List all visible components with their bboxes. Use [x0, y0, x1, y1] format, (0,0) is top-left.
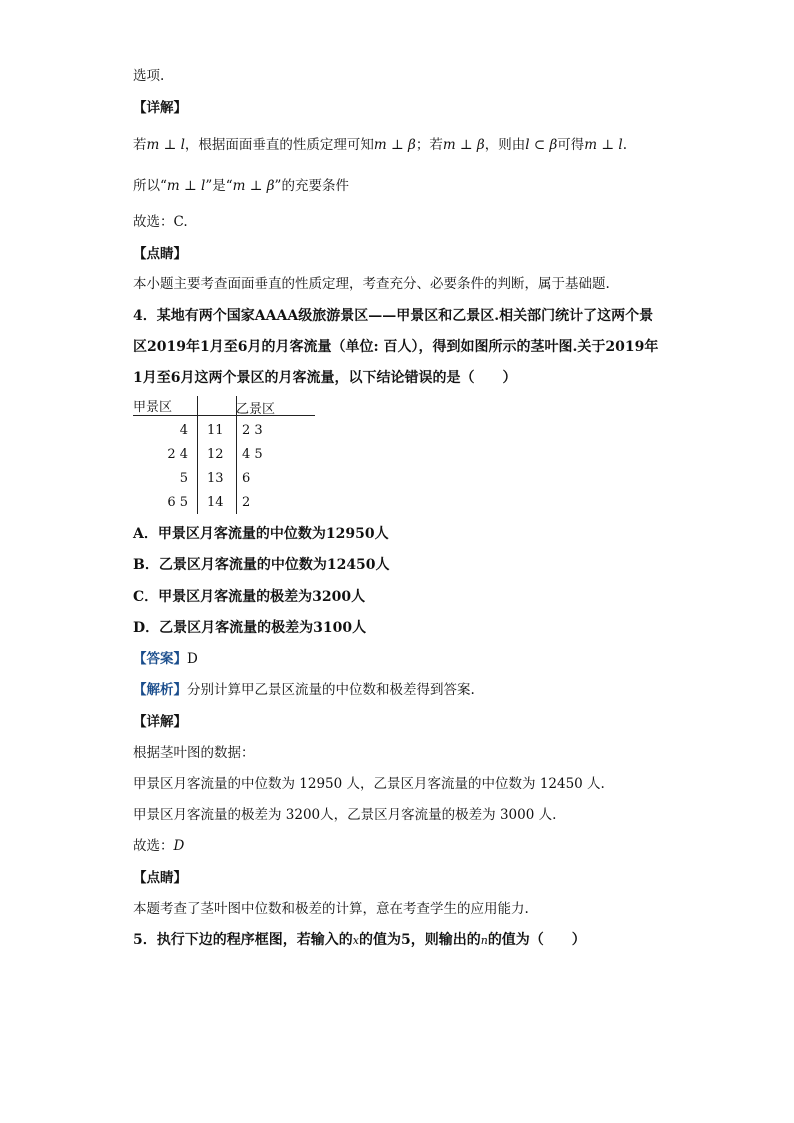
text-line [133, 135, 627, 155]
answer-value: D [187, 651, 198, 667]
math-var: m [442, 137, 456, 153]
stem-leaf-left-leaves: 2 4 [167, 447, 188, 462]
text-span: 可得 [557, 137, 585, 153]
analysis-line [133, 680, 475, 700]
analysis-text: 分别计算甲乙景区流量的中位数和极差得到答案. [187, 682, 475, 698]
stem-leaf-header-rule [133, 415, 315, 416]
text-line: 故选：C. [133, 214, 188, 230]
math-op: ⊂ [529, 137, 550, 153]
stem-leaf-right-leaves: 6 [242, 471, 251, 486]
analysis-tag: 【解析】 [133, 682, 187, 698]
text-line [133, 176, 349, 196]
text-span: 所以“ [133, 178, 167, 194]
math-op: ⊥ [455, 137, 477, 153]
stem-leaf-right-leaves: 4 5 [242, 447, 263, 462]
text-span: 若 [133, 137, 147, 153]
text-span: ，则由 [484, 137, 526, 153]
math-var: m [232, 178, 246, 194]
text-span: 5．执行下边的程序框图，若输入的 [133, 932, 353, 948]
math-var: l [618, 137, 623, 153]
math-var: l [180, 137, 185, 153]
math-op: ⊥ [179, 178, 201, 194]
text-line: 根据茎叶图的数据： [133, 745, 255, 761]
text-span: 的值为5，则输出的 [358, 932, 481, 948]
text-line: 甲景区月客流量的中位数为 12950 人，乙景区月客流量的中位数为 12450 人. [133, 776, 605, 792]
math-op: ⊥ [159, 137, 181, 153]
text-span: ”是“ [205, 178, 233, 194]
text-line: 本小题主要考查面面垂直的性质定理，考查充分、必要条件的判断，属于基础题. [133, 276, 610, 292]
section-heading-detail: 【详解】 [133, 714, 187, 730]
stem-leaf-left-leaves: 4 [179, 423, 188, 438]
text-span: 故选： [133, 838, 174, 854]
answer-tag: 【答案】 [133, 651, 187, 667]
stem-leaf-stem: 11 [207, 423, 224, 438]
stem-leaf-left-leaves: 5 [179, 471, 188, 486]
section-heading-detail: 【详解】 [133, 100, 187, 116]
text-span: ；若 [415, 137, 443, 153]
text-line: 选项. [133, 68, 165, 84]
math-op: ⊥ [245, 178, 267, 194]
math-var: m [373, 137, 387, 153]
math-var: D [173, 838, 185, 854]
question-4-line: 1月至6月这两个景区的月客流量，以下结论错误的是（ ） [133, 370, 517, 386]
math-var: β [476, 137, 485, 153]
stem-leaf-stem: 13 [207, 471, 224, 486]
question-4-line: 区2019年1月至6月的月客流量（单位: 百人），得到如图所示的茎叶图.关于2019年 [133, 339, 659, 355]
stem-leaf-left-leaves: 6 5 [167, 495, 188, 510]
stem-leaf-right-leaves: 2 [242, 495, 251, 510]
question-4-line: 4．某地有两个国家AAAA级旅游景区——甲景区和乙景区.相关部门统计了这两个景 [133, 308, 654, 324]
stem-leaf-right-divider [236, 396, 237, 514]
math-var: β [266, 178, 275, 194]
text-span: ”的充要条件 [274, 178, 349, 194]
text-line [133, 836, 184, 856]
stem-leaf-stem: 12 [207, 447, 224, 462]
math-var: l [525, 137, 530, 153]
stem-leaf-right-header: 乙景区 [236, 402, 276, 417]
math-var: m [146, 137, 160, 153]
math-var: m [166, 178, 180, 194]
stem-leaf-right-leaves: 2 3 [242, 423, 263, 438]
stem-leaf-left-header: 甲景区 [133, 400, 173, 415]
text-span: 的值为（ ） [487, 932, 586, 948]
stem-leaf-left-divider [197, 396, 198, 514]
text-span: ，根据面面垂直的性质定理可知 [184, 137, 374, 153]
section-heading-point: 【点睛】 [133, 246, 187, 262]
question-5-line [133, 930, 586, 951]
option-c: C．甲景区月客流量的极差为3200人 [133, 589, 366, 605]
math-var: β [549, 137, 558, 153]
stem-leaf-plot [133, 396, 323, 516]
math-var: x [352, 934, 359, 947]
text-line: 本题考查了茎叶图中位数和极差的计算，意在考查学生的应用能力. [133, 901, 529, 917]
option-a: A．甲景区月客流量的中位数为12950人 [133, 526, 389, 542]
option-b: B．乙景区月客流量的中位数为12450人 [133, 557, 390, 573]
math-var: m [584, 137, 598, 153]
section-heading-point: 【点睛】 [133, 870, 187, 886]
math-op: ⊥ [597, 137, 619, 153]
math-var: l [201, 178, 206, 194]
math-var: n [480, 934, 488, 947]
math-var: β [408, 137, 416, 153]
option-d: D．乙景区月客流量的极差为3100人 [133, 620, 367, 636]
text-line: 甲景区月客流量的极差为 3200人，乙景区月客流量的极差为 3000 人. [133, 807, 557, 823]
answer-line [133, 649, 198, 669]
math-op: ⊥ [386, 137, 409, 153]
stem-leaf-stem: 14 [207, 495, 224, 510]
text-span: . [622, 137, 627, 153]
